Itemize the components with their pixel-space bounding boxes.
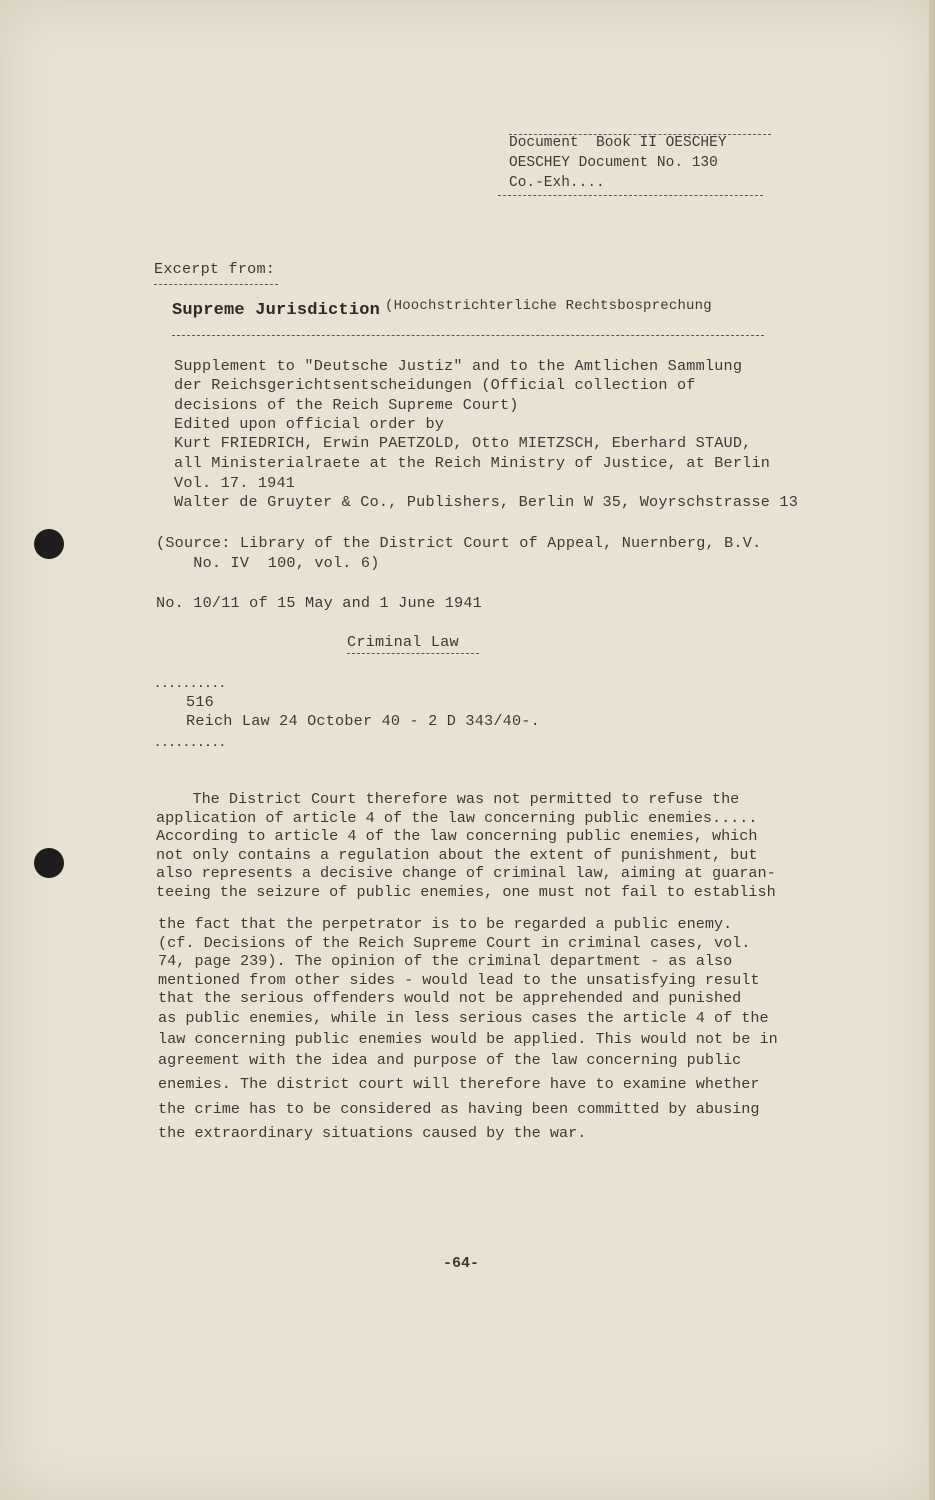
body-line: enemies. The district court will therefore have to examine whether [158,1074,760,1093]
body-line: teeing the seizure of public enemies, one must not fail to establish [156,882,776,901]
body-line: as public enemies, while in less serious cases the article 4 of the [158,1008,769,1027]
body-line: that the serious offenders would not be apprehended and punished [158,989,742,1008]
pub-line: Supplement to "Deutsche Justiz" and to the Amtlichen Sammlung [174,357,743,375]
body-line: law concerning public enemies would be applied. This would not be in [158,1029,778,1048]
section-heading: Criminal Law [347,633,459,651]
pub-line: Edited upon official order by [174,415,445,433]
body-line: not only contains a regulation about the extent of punishment, but [156,845,758,864]
case-stars-bottom: .......... [154,736,227,750]
case-reference: Reich Law 24 October 40 - 2 D 343/40-. [186,712,540,730]
page-number: -64- [443,1255,480,1272]
header-line-docno: OESCHEY Document No. 130 [509,155,718,171]
header-line-exhibit: Co.-Exh.... [509,175,605,191]
body-line: the extraordinary situations caused by the war. [158,1123,587,1142]
body-line: agreement with the idea and purpose of the law concerning public [158,1050,742,1069]
body-paragraph-part2 [158,915,778,1145]
punch-hole-top [34,529,64,559]
case-number: 516 [186,693,214,711]
body-line: the fact that the perpetrator is to be regarded a public enemy. [158,915,733,933]
body-line: (cf. Decisions of the Reich Supreme Court in criminal cases, vol. [158,933,751,952]
pub-line: Vol. 17. 1941 [174,474,296,492]
header-rule-bottom [498,195,763,196]
section-underline [347,653,479,654]
pub-line: decisions of the Reich Supreme Court) [174,396,519,414]
issue-line: No. 10/11 of 15 May and 1 June 1941 [156,594,482,612]
case-stars-top: .......... [154,677,227,691]
header-line-book: Document Book II OESCHEY [509,135,727,151]
body-line: mentioned from other sides - would lead to the unsatisfying result [158,970,760,989]
document-header [509,133,727,193]
source-line: (Source: Library of the District Court of Appeal, Nuernberg, B.V. [156,534,762,552]
body-line: application of article 4 of the law concerning public enemies..... [156,808,758,827]
title-german: (Hoochstrichterliche Rechtsbosprechung [385,298,712,314]
pub-line: Kurt FRIEDRICH, Erwin PAETZOLD, Otto MIETZSCH, Eberhard STAUD, [174,434,752,452]
title-main: Supreme Jurisdiction [172,301,381,320]
excerpt-underline [154,284,278,285]
pub-line: Walter de Gruyter & Co., Publishers, Berlin W 35, Woyrschstrasse 13 [174,493,799,511]
body-paragraph-part1 [156,790,776,902]
punch-hole-bottom [34,848,64,878]
paper-edge [929,0,935,1500]
excerpt-label: Excerpt from: [154,260,276,278]
pub-line: all Ministerialraete at the Reich Ministry of Justice, at Berlin [174,454,771,472]
body-line: also represents a decisive change of criminal law, aiming at guaran- [156,864,776,883]
body-line: According to article 4 of the law concerning public enemies, which [156,827,758,846]
body-line: 74, page 239). The opinion of the criminal department - as also [158,952,733,971]
body-line: The District Court therefore was not permitted to refuse the [156,790,740,808]
source-line: No. IV 100, vol. 6) [156,554,380,572]
title-underline [172,335,764,336]
pub-line: der Reichsgerichtsentscheidungen (Official collection of [174,376,696,394]
body-line: the crime has to be considered as having been committed by abusing [158,1099,760,1118]
